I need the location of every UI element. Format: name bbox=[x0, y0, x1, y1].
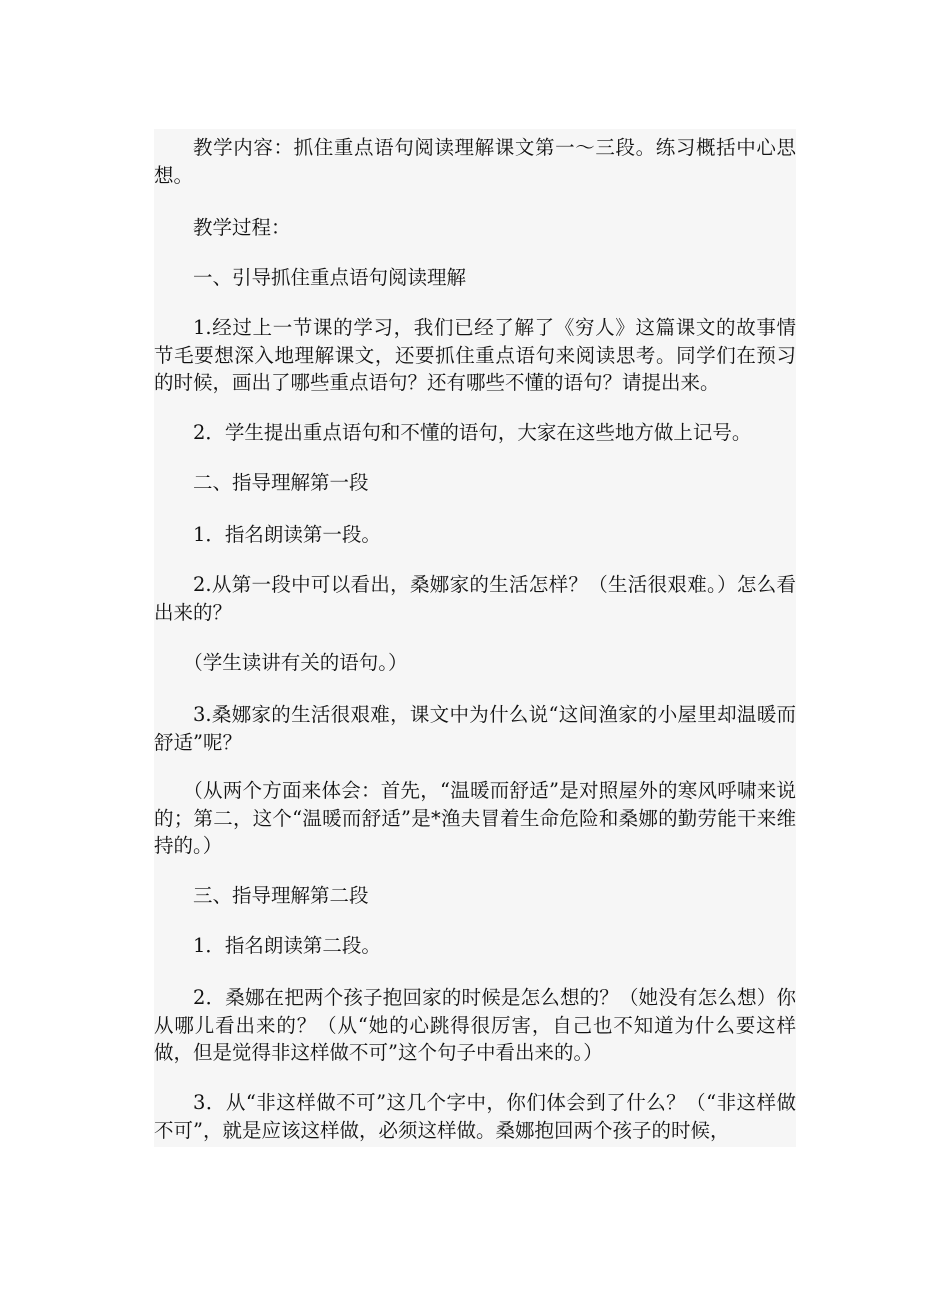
section-heading-three: 三、指导理解第二段 bbox=[193, 884, 369, 907]
paragraph-2-note: （学生读讲有关的语句。） bbox=[183, 651, 408, 674]
paragraph-teaching-content: 教学内容：抓住重点语句阅读理解课文第一～三段。练习概括中心思想。 bbox=[154, 136, 796, 187]
paragraph-teaching-process: 教学过程： bbox=[193, 216, 291, 239]
paragraph-3-2: 2．桑娜在把两个孩子抱回家的时候是怎么想的？（她没有怎么想）你从哪儿看出来的？（从“她的心跳得很厉害，自己也不知道为什么要这样做，但是觉得非这样做不可”这个句子中看出来的。） bbox=[154, 986, 796, 1064]
paragraph-3-1: 1．指名朗读第二段。 bbox=[193, 934, 381, 957]
paragraph-2-2: 2.从第一段中可以看出，桑娜家的生活怎样？（生活很艰难。）怎么看出来的？ bbox=[154, 573, 796, 624]
paragraph-3-3: 3．从“非这样做不可”这几个字中，你们体会到了什么？（“非这样做不可”，就是应该这样做，必须这样做。桑娜抱回两个孩子的时候， bbox=[154, 1091, 796, 1142]
section-heading-two: 二、指导理解第一段 bbox=[193, 471, 369, 494]
section-heading-one: 一、引导抓住重点语句阅读理解 bbox=[193, 266, 467, 289]
paragraph-1-1: 1.经过上一节课的学习，我们已经了解了《穷人》这篇课文的故事情节毛要想深入地理解课文，还要抓住重点语句来阅读思考。同学们在预习的时候，画出了哪些重点语句？还有哪些不懂的语句？请提出来。 bbox=[154, 316, 796, 394]
paragraph-2-1: 1．指名朗读第一段。 bbox=[193, 523, 381, 546]
paragraph-2-explanation: （从两个方面来体会：首先，“温暖而舒适”是对照屋外的寒风呼啸来说的；第二，这个“温暖而舒适”是*渔夫冒着生命危险和桑娜的勤劳能干来维持的。） bbox=[154, 779, 796, 857]
paragraph-1-2: 2．学生提出重点语句和不懂的语句，大家在这些地方做上记号。 bbox=[193, 421, 752, 444]
document-body bbox=[154, 129, 796, 1147]
paragraph-2-3: 3.桑娜家的生活很艰难，课文中为什么说“这间渔家的小屋里却温暖而舒适”呢？ bbox=[154, 703, 796, 754]
